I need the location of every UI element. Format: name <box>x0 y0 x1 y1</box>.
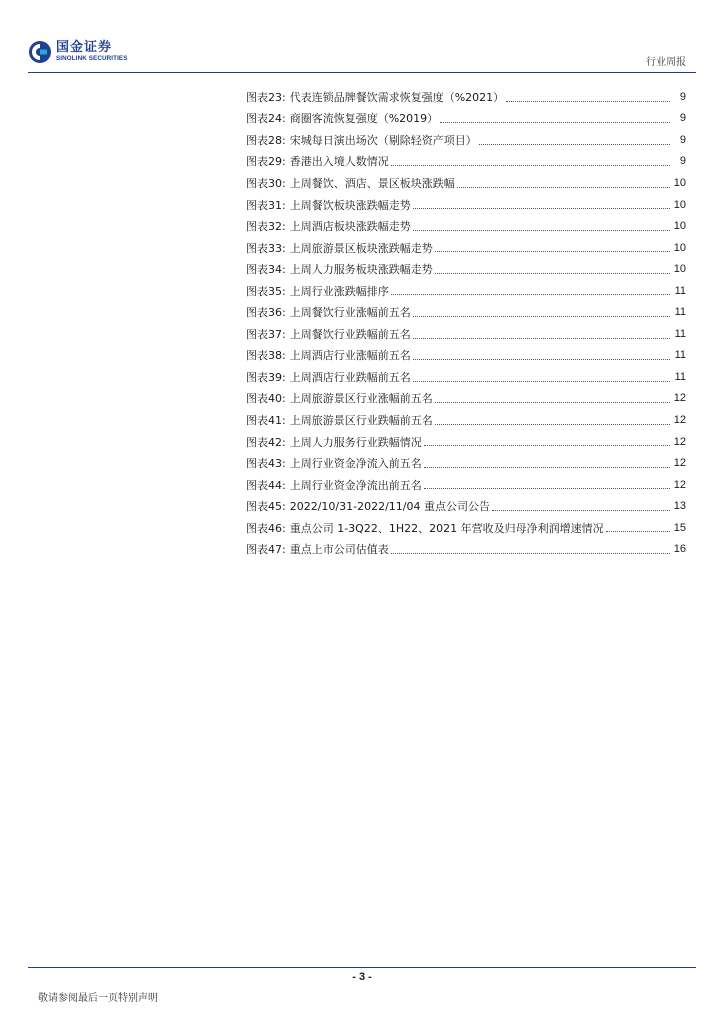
toc-entry-page: 10 <box>673 198 686 211</box>
toc-dot-leader <box>492 509 670 511</box>
toc-entry[interactable] <box>246 280 686 302</box>
toc-entry-page: 11 <box>674 306 686 319</box>
toc-entry-page: 9 <box>679 90 686 103</box>
logo-chinese-name: 国金证券 <box>56 40 113 56</box>
toc-entry-page: 11 <box>674 370 686 383</box>
toc-entry-label: 图表24: <box>246 112 286 126</box>
toc-dot-leader <box>391 164 670 166</box>
toc-entry-page: 15 <box>673 521 686 534</box>
toc-entry-page: 9 <box>679 112 686 125</box>
toc-entry-title: 上周人力服务行业跌幅情况 <box>289 435 422 449</box>
toc-entry-title: 商圈客流恢复强度（%2019） <box>289 112 439 126</box>
header-divider <box>28 72 696 73</box>
sinolink-logo-icon <box>28 40 52 64</box>
toc-entry[interactable] <box>246 323 686 345</box>
toc-entry-title: 上周酒店板块涨跌幅走势 <box>289 220 411 234</box>
toc-entry-page: 10 <box>673 263 686 276</box>
toc-dot-leader <box>435 401 670 403</box>
toc-entry-title: 上周人力服务板块涨跌幅走势 <box>289 263 433 277</box>
toc-entry-label: 图表35: <box>246 284 286 298</box>
toc-entry[interactable] <box>246 129 686 151</box>
toc-dot-leader <box>413 207 670 209</box>
toc-entry-label: 图表42: <box>246 435 286 449</box>
toc-dot-leader <box>479 143 670 145</box>
footer-disclaimer: 敬请参阅最后一页特别声明 <box>38 993 158 1004</box>
toc-entry-title: 上周餐饮板块涨跌幅走势 <box>289 198 411 212</box>
toc-entry-label: 图表30: <box>246 176 286 190</box>
toc-entry-label: 图表34: <box>246 263 286 277</box>
toc-entry[interactable] <box>246 538 686 560</box>
toc-entry-label: 图表40: <box>246 392 286 406</box>
toc-entry-page: 12 <box>673 413 686 426</box>
toc-entry[interactable] <box>246 237 686 259</box>
toc-entry[interactable] <box>246 301 686 323</box>
toc-entry-label: 图表45: <box>246 500 286 514</box>
toc-dot-leader <box>391 552 670 554</box>
toc-entry-title: 上周旅游景区板块涨跌幅走势 <box>289 241 433 255</box>
toc-entry-page: 13 <box>673 500 686 513</box>
toc-dot-leader <box>424 444 670 446</box>
toc-dot-leader <box>457 186 670 188</box>
toc-entry-page: 12 <box>673 478 686 491</box>
toc-entry-label: 图表33: <box>246 241 286 255</box>
toc-entry-title: 宋城每日演出场次（剔除轻资产项目） <box>289 133 477 147</box>
toc-entry[interactable] <box>246 474 686 496</box>
toc-entry[interactable] <box>246 258 686 280</box>
toc-dot-leader <box>424 466 670 468</box>
toc-entry-page: 9 <box>679 133 686 146</box>
toc-entry-label: 图表29: <box>246 155 286 169</box>
toc-entry[interactable] <box>246 108 686 130</box>
toc-entry-title: 代表连锁品牌餐饮需求恢复强度（%2021） <box>289 90 505 104</box>
toc-dot-leader <box>413 337 670 339</box>
toc-entry-title: 2022/10/31-2022/11/04 重点公司公告 <box>289 500 490 514</box>
toc-dot-leader <box>413 229 670 231</box>
toc-entry-label: 图表32: <box>246 220 286 234</box>
toc-entry-label: 图表39: <box>246 370 286 384</box>
toc-dot-leader <box>435 250 670 252</box>
toc-entry-label: 图表37: <box>246 327 286 341</box>
toc-entry-page: 12 <box>673 457 686 470</box>
table-of-figures <box>246 86 686 560</box>
toc-entry[interactable] <box>246 345 686 367</box>
toc-entry[interactable] <box>246 86 686 108</box>
toc-dot-leader <box>413 315 670 317</box>
toc-dot-leader <box>606 530 670 532</box>
toc-dot-leader <box>435 423 670 425</box>
toc-entry-label: 图表43: <box>246 457 286 471</box>
toc-entry-title: 上周酒店行业涨幅前五名 <box>289 349 411 363</box>
toc-entry[interactable] <box>246 151 686 173</box>
page-number: - 3 - <box>352 971 372 983</box>
toc-entry-title: 上周行业涨跌幅排序 <box>289 284 389 298</box>
toc-entry[interactable] <box>246 388 686 410</box>
toc-entry-page: 9 <box>679 155 686 168</box>
page-header <box>28 40 696 70</box>
logo-english-name: SINOLINK SECURITIES <box>56 55 128 63</box>
toc-entry-title: 上周餐饮行业涨幅前五名 <box>289 306 411 320</box>
toc-entry-page: 12 <box>673 435 686 448</box>
toc-dot-leader <box>413 380 670 382</box>
toc-entry-page: 10 <box>673 176 686 189</box>
toc-dot-leader <box>435 272 670 274</box>
report-type-label: 行业周报 <box>646 57 686 68</box>
toc-entry-label: 图表23: <box>246 90 286 104</box>
toc-entry-label: 图表38: <box>246 349 286 363</box>
toc-entry[interactable] <box>246 409 686 431</box>
toc-dot-leader <box>440 121 670 123</box>
toc-dot-leader <box>391 293 670 295</box>
toc-entry-title: 重点公司 1-3Q22、1H22、2021 年营收及归母净利润增速情况 <box>289 521 604 535</box>
toc-entry-page: 11 <box>674 327 686 340</box>
toc-entry-page: 10 <box>673 220 686 233</box>
toc-dot-leader <box>413 358 670 360</box>
toc-entry-page: 12 <box>673 392 686 405</box>
toc-entry-title: 上周旅游景区行业跌幅前五名 <box>289 413 433 427</box>
toc-entry-title: 上周餐饮行业跌幅前五名 <box>289 327 411 341</box>
toc-dot-leader <box>506 100 670 102</box>
toc-entry-title: 上周酒店行业跌幅前五名 <box>289 370 411 384</box>
toc-entry[interactable] <box>246 215 686 237</box>
toc-dot-leader <box>424 487 670 489</box>
toc-entry-label: 图表44: <box>246 478 286 492</box>
toc-entry-title: 上周旅游景区行业涨幅前五名 <box>289 392 433 406</box>
toc-entry[interactable] <box>246 517 686 539</box>
toc-entry-page: 16 <box>673 543 686 556</box>
toc-entry[interactable] <box>246 194 686 216</box>
toc-entry-label: 图表36: <box>246 306 286 320</box>
toc-entry-title: 上周餐饮、酒店、景区板块涨跌幅 <box>289 176 455 190</box>
toc-entry-page: 11 <box>674 284 686 297</box>
toc-entry[interactable] <box>246 495 686 517</box>
toc-entry[interactable] <box>246 366 686 388</box>
toc-entry-page: 11 <box>674 349 686 362</box>
toc-entry-title: 香港出入境人数情况 <box>289 155 389 169</box>
toc-entry-label: 图表47: <box>246 543 286 557</box>
toc-entry-label: 图表41: <box>246 413 286 427</box>
company-logo <box>28 40 128 64</box>
toc-entry-label: 图表28: <box>246 133 286 147</box>
toc-entry-title: 重点上市公司估值表 <box>289 543 389 557</box>
toc-entry-label: 图表31: <box>246 198 286 212</box>
toc-entry-title: 上周行业资金净流出前五名 <box>289 478 422 492</box>
toc-entry-label: 图表46: <box>246 521 286 535</box>
footer-divider <box>28 967 696 968</box>
toc-entry[interactable] <box>246 431 686 453</box>
toc-entry-title: 上周行业资金净流入前五名 <box>289 457 422 471</box>
toc-entry-page: 10 <box>673 241 686 254</box>
toc-entry[interactable] <box>246 172 686 194</box>
toc-entry[interactable] <box>246 452 686 474</box>
